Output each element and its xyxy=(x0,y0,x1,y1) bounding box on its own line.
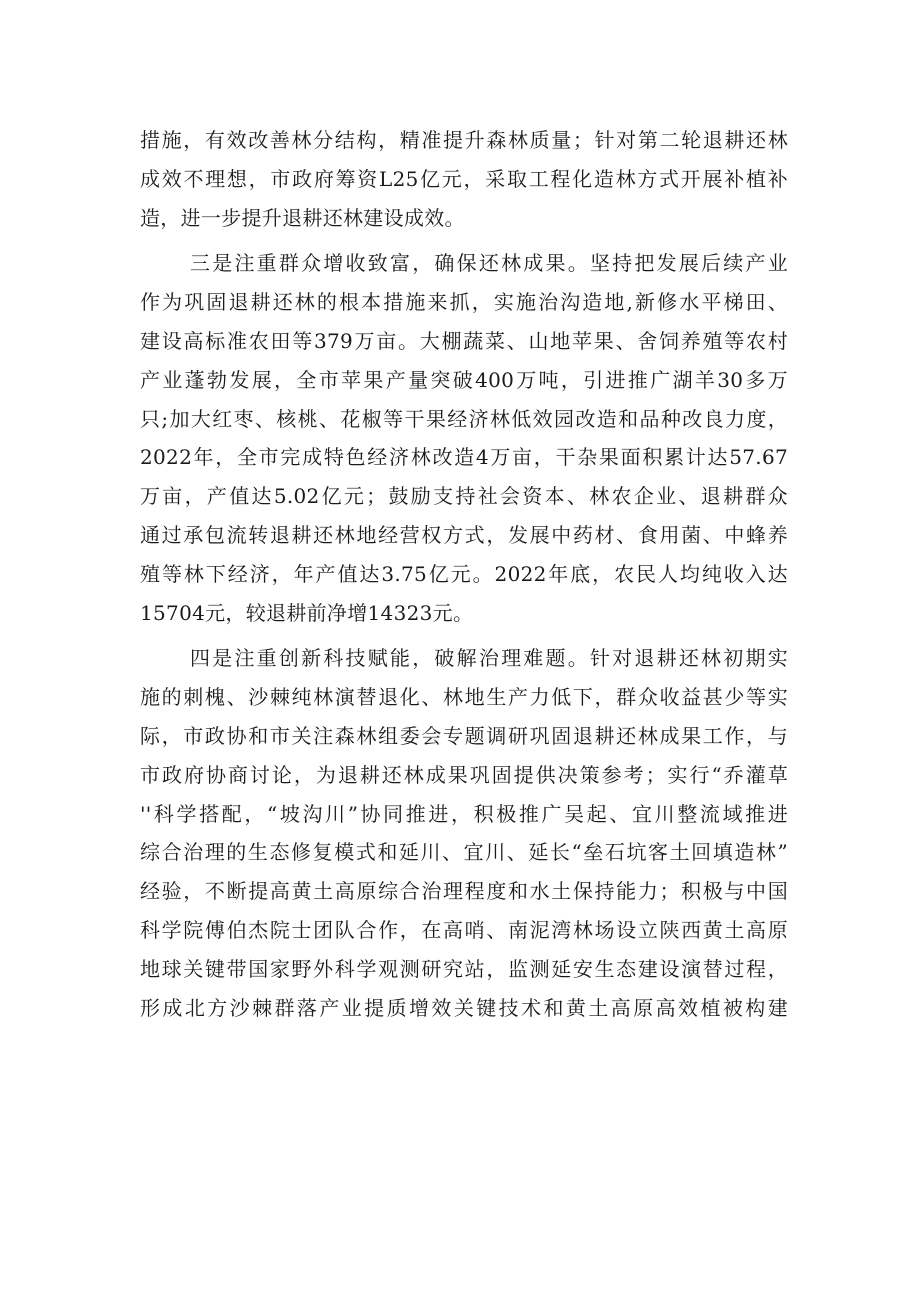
text-line: 成效不理想，市政府筹资L25亿元，采取工程化造林方式开展补植补 xyxy=(140,166,788,191)
paragraph-measures xyxy=(140,121,788,237)
text-line: 科学院傅伯杰院士团队合作，在高哨、南泥湾林场设立陕西黄土高原 xyxy=(140,917,788,942)
text-line: 四是注重创新科技赋能，破解治理难题。针对退耕还林初期实 xyxy=(190,646,788,671)
text-line: 三是注重群众增收致富，确保还林成果。坚持把发展后续产业 xyxy=(190,251,788,276)
paragraph-income-growth xyxy=(140,244,788,632)
text-line: 市政府协商讨论，为退耕还林成果巩固提供决策参考；实行“乔灌草 xyxy=(140,762,788,787)
text-line: 综合治理的生态修复模式和延川、宜川、延长“垒石坑客土回填造林” xyxy=(140,840,788,865)
paragraph-technology xyxy=(140,639,788,1027)
text-line: 形成北方沙棘群落产业提质增效关键技术和黄土高原高效植被构建 xyxy=(140,995,788,1020)
text-line: 通过承包流转退耕还林地经营权方式，发展中药材、食用菌、中蜂养 xyxy=(140,522,788,547)
text-line: 造，进一步提升退耕还林建设成效。 xyxy=(140,205,465,230)
text-line: 作为巩固退耕还林的根本措施来抓，实施治沟造地,新修水平梯田、 xyxy=(140,290,788,315)
text-line: 地球关键带国家野外科学观测研究站，监测延安生态建设演替过程， xyxy=(140,956,788,981)
body-text xyxy=(140,121,788,1027)
text-line: ''科学搭配，“坡沟川”协同推进，积极推广吴起、宜川整流域推进 xyxy=(140,801,788,826)
text-line: 措施，有效改善林分结构，精准提升森林质量；针对第二轮退耕还林 xyxy=(140,128,788,152)
text-line: 万亩，产值达5.02亿元；鼓励支持社会资本、林农企业、退耕群众 xyxy=(140,484,788,509)
text-line: 2022年，全市完成特色经济林改造4万亩，干杂果面积累计达57.67 xyxy=(140,445,788,470)
text-line: 15704元，较退耕前净增14323元。 xyxy=(140,600,474,625)
text-line: 施的刺槐、沙棘纯林演替退化、林地生产力低下，群众收益甚少等实 xyxy=(140,685,788,710)
text-line: 际，市政协和市关注森林组委会专题调研巩固退耕还林成果工作，与 xyxy=(140,723,788,748)
text-line: 殖等林下经济，年产值达3.75亿元。2022年底，农民人均纯收入达 xyxy=(140,561,788,586)
text-line: 产业蓬勃发展，全市苹果产量突破400万吨，引进推广湖羊30多万 xyxy=(140,367,788,392)
text-line: 建设高标准农田等379万亩。大棚蔬菜、山地苹果、舍饲养殖等农村 xyxy=(140,328,788,353)
text-line: 经验，不断提高黄土高原综合治理程度和水土保持能力；积极与中国 xyxy=(140,879,788,904)
text-line: 只;加大红枣、核桃、花椒等干果经济林低效园改造和品种改良力度， xyxy=(140,406,788,431)
